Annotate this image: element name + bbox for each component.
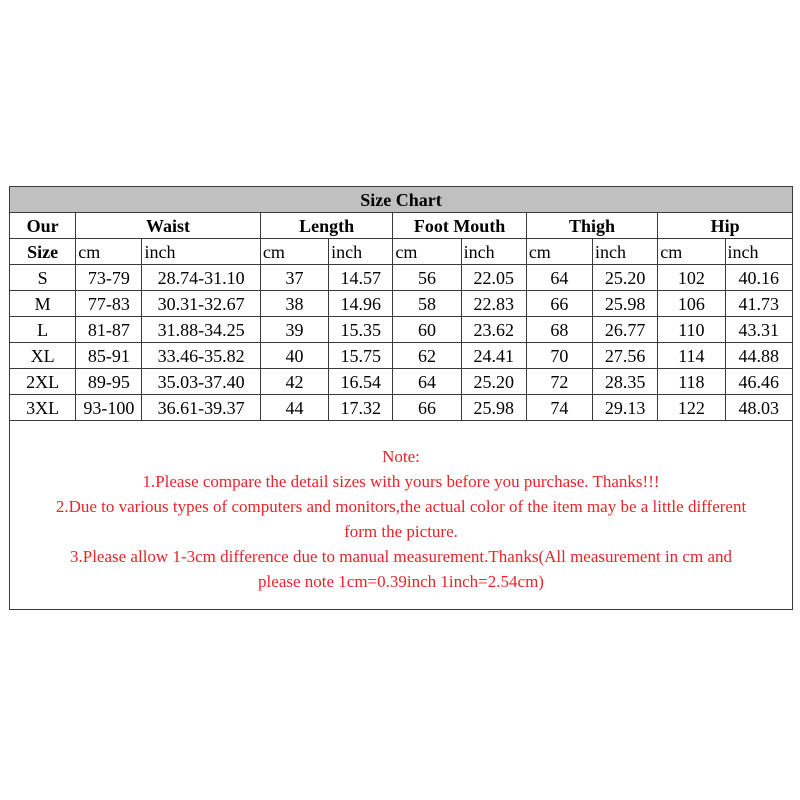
size-label: M <box>10 291 76 317</box>
unit-cell: inch <box>461 239 526 265</box>
table-cell: 39 <box>260 317 328 343</box>
table-row <box>10 317 793 343</box>
header-waist: Waist <box>76 213 261 239</box>
chart-title: Size Chart <box>10 187 793 213</box>
table-cell: 48.03 <box>725 395 792 421</box>
table-cell: 40.16 <box>725 265 792 291</box>
table-cell: 33.46-35.82 <box>142 343 260 369</box>
table-cell: 14.57 <box>329 265 393 291</box>
table-cell: 64 <box>526 265 592 291</box>
unit-cell: inch <box>329 239 393 265</box>
note-line: 3.Please allow 1-3cm difference due to manual measurement.Thanks(All measurement in cm and <box>70 547 732 566</box>
table-cell: 68 <box>526 317 592 343</box>
table-cell: 25.20 <box>593 265 658 291</box>
table-cell: 77-83 <box>76 291 142 317</box>
header-thigh: Thigh <box>526 213 657 239</box>
note-line: 2.Due to various types of computers and monitors,the actual color of the item may be a little different <box>55 497 747 516</box>
table-cell: 74 <box>526 395 592 421</box>
table-row <box>10 265 793 291</box>
size-label: S <box>10 265 76 291</box>
table-cell: 25.98 <box>593 291 658 317</box>
table-cell: 44 <box>260 395 328 421</box>
note-line: form the picture. <box>344 522 458 541</box>
unit-cell: inch <box>593 239 658 265</box>
table-cell: 15.35 <box>329 317 393 343</box>
table-cell: 31.88-34.25 <box>142 317 260 343</box>
table-cell: 35.03-37.40 <box>142 369 260 395</box>
unit-cell: cm <box>393 239 461 265</box>
table-cell: 44.88 <box>725 343 792 369</box>
table-cell: 110 <box>658 317 725 343</box>
table-cell: 24.41 <box>461 343 526 369</box>
table-cell: 62 <box>393 343 461 369</box>
unit-cell: cm <box>526 239 592 265</box>
table-cell: 56 <box>393 265 461 291</box>
table-cell: 29.13 <box>593 395 658 421</box>
table-cell: 30.31-32.67 <box>142 291 260 317</box>
size-chart <box>9 186 793 610</box>
table-cell: 27.56 <box>593 343 658 369</box>
table-cell: 16.54 <box>329 369 393 395</box>
table-cell: 66 <box>393 395 461 421</box>
size-label: L <box>10 317 76 343</box>
note-line: 1.Please compare the detail sizes with yours before you purchase. Thanks!!! <box>142 472 660 491</box>
table-cell: 89-95 <box>76 369 142 395</box>
size-label: 3XL <box>10 395 76 421</box>
note-line: please note 1cm=0.39inch 1inch=2.54cm) <box>258 572 544 591</box>
table-cell: 22.83 <box>461 291 526 317</box>
table-cell: 66 <box>526 291 592 317</box>
note-heading: Note: <box>382 447 420 466</box>
table-cell: 15.75 <box>329 343 393 369</box>
table-cell: 70 <box>526 343 592 369</box>
size-label: XL <box>10 343 76 369</box>
table-cell: 60 <box>393 317 461 343</box>
table-cell: 26.77 <box>593 317 658 343</box>
table-cell: 25.20 <box>461 369 526 395</box>
header-foot-mouth: Foot Mouth <box>393 213 526 239</box>
table-cell: 43.31 <box>725 317 792 343</box>
unit-header-row <box>10 239 793 265</box>
table-cell: 58 <box>393 291 461 317</box>
table-cell: 42 <box>260 369 328 395</box>
table-cell: 72 <box>526 369 592 395</box>
table-cell: 36.61-39.37 <box>142 395 260 421</box>
table-cell: 28.35 <box>593 369 658 395</box>
table-cell: 37 <box>260 265 328 291</box>
unit-cell: cm <box>658 239 725 265</box>
unit-cell: inch <box>725 239 792 265</box>
table-cell: 28.74-31.10 <box>142 265 260 291</box>
table-cell: 38 <box>260 291 328 317</box>
notes-section <box>10 444 792 594</box>
title-row <box>10 187 793 213</box>
unit-cell: cm <box>76 239 142 265</box>
table-cell: 102 <box>658 265 725 291</box>
size-table <box>9 186 793 421</box>
table-cell: 106 <box>658 291 725 317</box>
table-cell: 118 <box>658 369 725 395</box>
size-header-top: Our <box>10 213 76 239</box>
group-header-row <box>10 213 793 239</box>
table-cell: 22.05 <box>461 265 526 291</box>
table-cell: 40 <box>260 343 328 369</box>
table-row <box>10 291 793 317</box>
table-cell: 64 <box>393 369 461 395</box>
size-header-bottom: Size <box>10 239 76 265</box>
table-cell: 85-91 <box>76 343 142 369</box>
size-label: 2XL <box>10 369 76 395</box>
table-row <box>10 369 793 395</box>
table-cell: 114 <box>658 343 725 369</box>
unit-cell: inch <box>142 239 260 265</box>
table-cell: 93-100 <box>76 395 142 421</box>
table-cell: 25.98 <box>461 395 526 421</box>
table-row <box>10 395 793 421</box>
table-cell: 23.62 <box>461 317 526 343</box>
table-cell: 17.32 <box>329 395 393 421</box>
unit-cell: cm <box>260 239 328 265</box>
header-hip: Hip <box>658 213 793 239</box>
table-cell: 73-79 <box>76 265 142 291</box>
table-cell: 14.96 <box>329 291 393 317</box>
header-length: Length <box>260 213 392 239</box>
table-cell: 46.46 <box>725 369 792 395</box>
table-cell: 122 <box>658 395 725 421</box>
table-cell: 81-87 <box>76 317 142 343</box>
table-row <box>10 343 793 369</box>
table-cell: 41.73 <box>725 291 792 317</box>
